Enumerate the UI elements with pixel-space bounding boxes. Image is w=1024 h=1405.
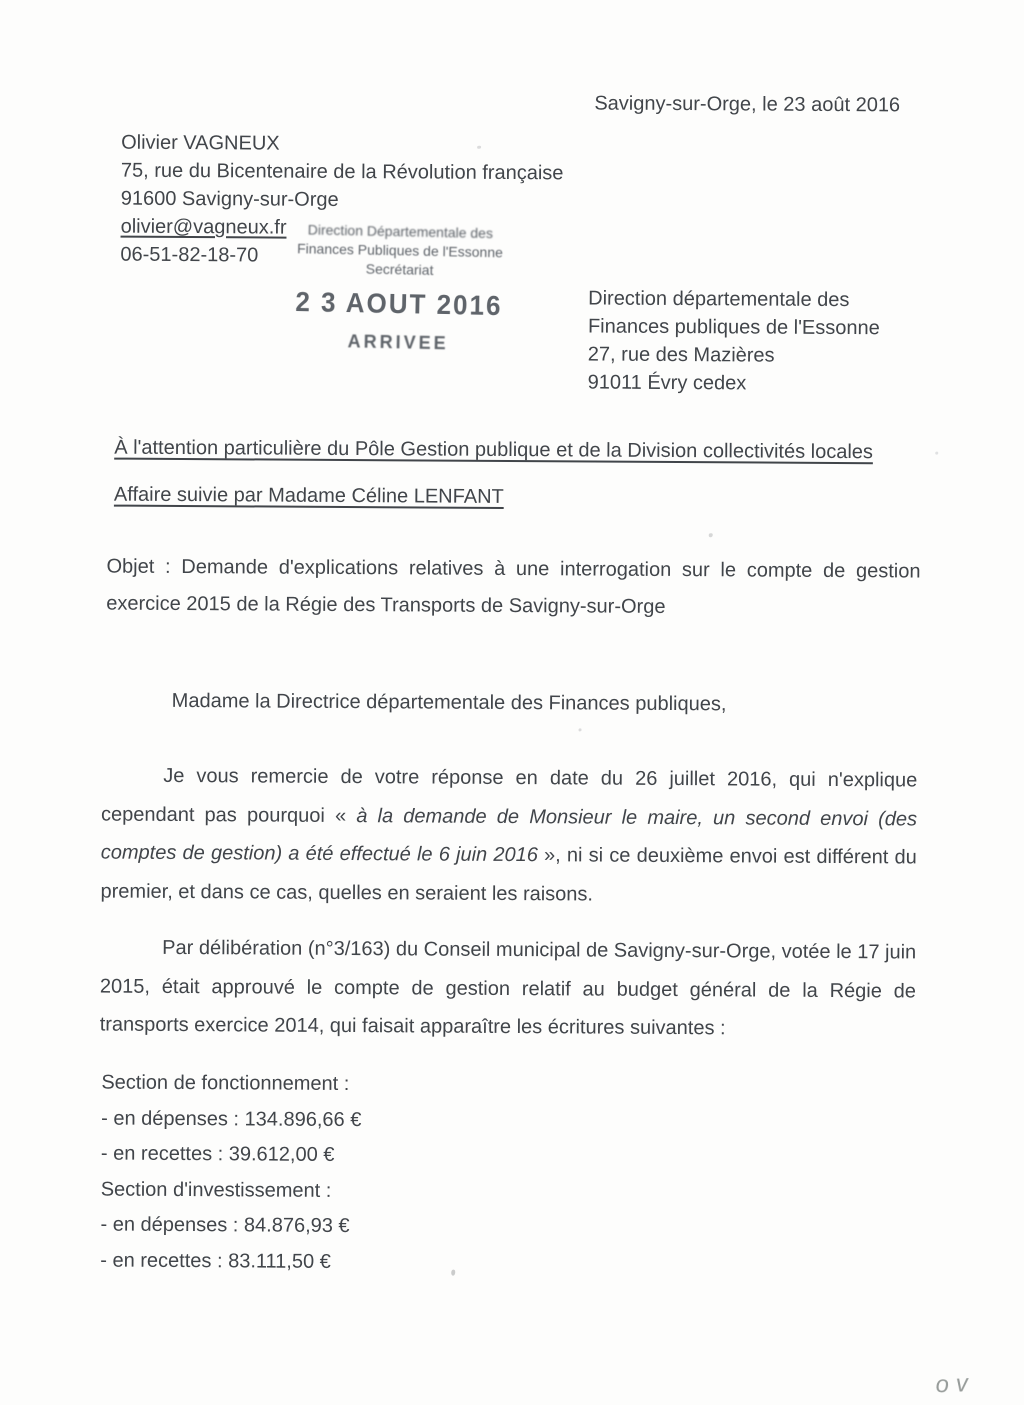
salutation: Madame la Directrice départementale des Finances publiques, — [171, 689, 727, 716]
body-paragraph-2: Par délibération (n°3/163) du Conseil municipal de Savigny-sur-Orge, votée le 17 juin 2015, était approuvé le compte de gestion relatif au budget général de la Régie de transports exercice 2014, qui faisait apparaître les écritures suivantes : — [99, 936, 917, 1040]
handwritten-initials: ov — [934, 1369, 976, 1399]
recipient-line3: 27, rue des Mazières — [587, 343, 775, 367]
sender-address-line2: 91600 Savigny-sur-Orge — [120, 187, 339, 211]
scan-speck — [709, 533, 713, 537]
paragraph-1-text-end: », ni si ce deuxième envoi est différent du premier, et dans ce cas, quelles en seraient les raisons. — [100, 844, 917, 906]
arrival-stamp — [273, 220, 526, 356]
scan-speck — [579, 728, 582, 731]
scan-speck — [451, 1270, 455, 1276]
recipient-line4: 91011 Évry cedex — [587, 371, 747, 395]
stamp-org-line1: Direction Départementale des — [307, 221, 494, 242]
account-line: - en recettes : 39.612,00 € — [100, 1142, 335, 1166]
account-line: Section d'investissement : — [100, 1178, 332, 1202]
recipient-line1: Direction départementale des — [588, 287, 850, 312]
case-handler-line: Affaire suivie par Madame Céline LENFANT — [113, 483, 504, 508]
attention-block — [114, 435, 873, 513]
account-line: - en dépenses : 84.876,93 € — [100, 1213, 350, 1238]
paragraph-1-text: Je vous remercie de votre réponse en date du 26 juillet 2016, qui n'explique cependant pas pourquoi « — [100, 764, 918, 827]
sender-phone: 06-51-82-18-70 — [120, 243, 259, 267]
attention-line: À l'attention particulière du Pôle Gestion publique et de la Division collectivités locales — [114, 436, 873, 464]
account-line: Section de fonctionnement : — [101, 1071, 350, 1096]
sender-address-line1: 75, rue du Bicentenaire de la Révolution française — [120, 159, 564, 185]
body-paragraph-1 — [100, 757, 917, 916]
sender-email: olivier@vagneux.fr — [120, 215, 287, 239]
accounts-section — [100, 1066, 362, 1281]
subject-line: Objet : Demande d'explications relatives à une interrogation sur le compte de gestion exercice 2015 de la Régie des Transports de Savigny-sur-Orge — [106, 555, 921, 618]
stamp-date: 2 3 AOUT 2016 — [295, 284, 503, 322]
account-line: - en recettes : 83.111,50 € — [100, 1249, 331, 1273]
stamp-org-line2: Finances Publiques de l'Essonne — [296, 240, 504, 261]
account-line: - en dépenses : 134.896,66 € — [101, 1107, 362, 1131]
recipient-line2: Finances publiques de l'Essonne — [587, 315, 880, 340]
letter-date: Savigny-sur-Orge, le 23 août 2016 — [594, 92, 901, 117]
recipient-block — [588, 284, 880, 398]
sender-name: Olivier VAGNEUX — [121, 131, 280, 155]
stamp-arrivee: ARRIVEE — [347, 331, 449, 354]
scan-speck — [935, 452, 938, 455]
quoted-text-italic: à la demande de Monsieur le maire, un second envoi (des comptes de gestion) a été effectué le 6 juin 2016 — [100, 804, 918, 867]
stamp-secretariat: Secrétariat — [365, 260, 434, 278]
